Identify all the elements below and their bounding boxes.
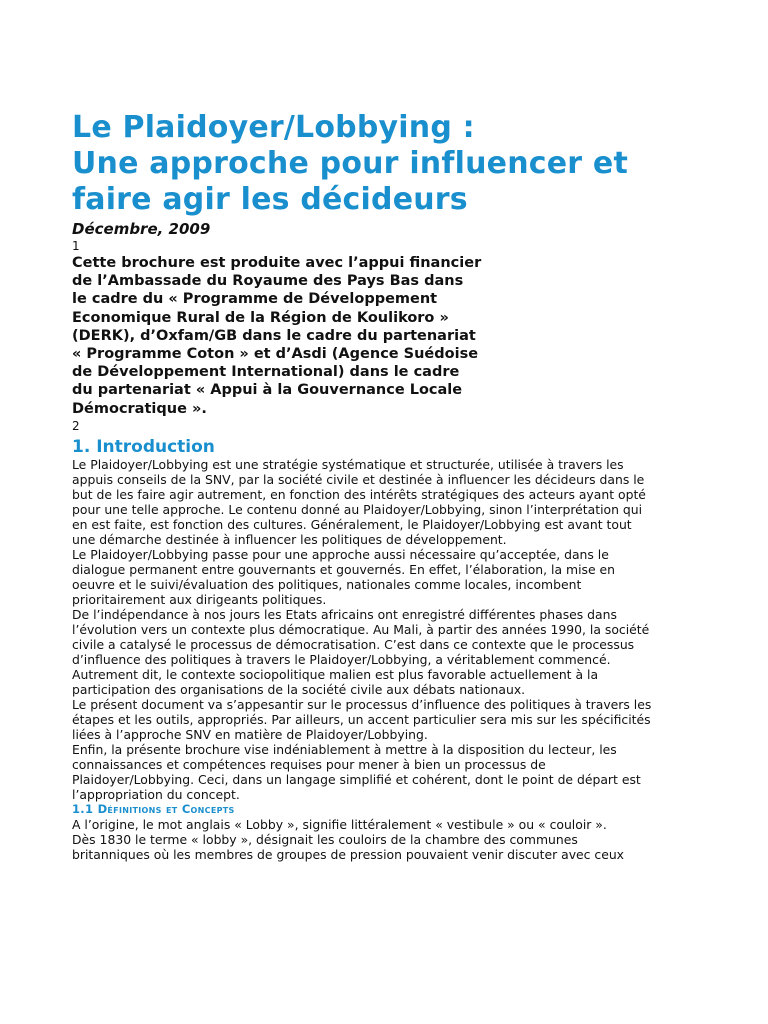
- intro-paragraph-3: De l’indépendance à nos jours les Etats africains ont enregistré différentes phases dans l’évolution vers un contexte plus démocratique. Au Mali, à partir des années 1990, la société civile a catalysé le processus de démocratisation. C’est dans ce contexte que le processus d’influence des politiques à travers le Plaidoyer/Lobbying, a véritablement commencé. Autrement dit, le contexte sociopolitique malien est plus favorable actuellement à la participation des organisations de la société civile aux débats nationaux.: [72, 606, 650, 697]
- title-line-2: Une approche pour influencer et: [72, 146, 629, 181]
- intro-paragraph-2: Le Plaidoyer/Lobbying passe pour une approche aussi nécessaire qu’acceptée, dans le dialogue permanent entre gouvernants et gouvernés. En effet, l’élaboration, la mise en oeuvre et le suivi/évaluation des politiques, nationales comme locales, incombent prioritairement aux dirigeants politiques.: [72, 546, 616, 607]
- intro-paragraph-1: Le Plaidoyer/Lobbying est une stratégie systématique et structurée, utilisée à travers les appuis conseils de la SNV, par la société civile et destinée à influencer les décideurs dans le but de les faire agir autrement, en fonction des intérêts stratégiques des acteurs ayant opté pour une telle approche. Le contenu donné au Plaidoyer/Lobbying, sinon l’interprétation qui en est faite, est fonction des cultures. Généralement, le Plaidoyer/Lobbying est avant tout une démarche destinée à influencer les politiques de développement.: [72, 456, 646, 547]
- definitions-paragraph-2: Dès 1830 le terme « lobby », désignait les couloirs de la chambre des communes britanniques où les membres de groupes de pression pouvaient venir discuter avec ceux: [72, 831, 625, 862]
- definitions-paragraph-1: A l’origine, le mot anglais « Lobby », signifie littéralement « vestibule » ou « couloir ».: [72, 816, 607, 832]
- intro-paragraph-5: Enfin, la présente brochure vise indéniablement à mettre à la disposition du lecteur, les connaissances et compétences requises pour mener à bien un processus de Plaidoyer/Lobbying. Ceci, dans un langage simplifié et cohérent, dont le point de départ est l’appropriation du concept.: [72, 741, 641, 802]
- page-marker-2: 2: [72, 418, 80, 433]
- funding-notice: Cette brochure est produite avec l’appui financier de l’Ambassade du Royaume des Pays Bas dans le cadre du « Programme de Développement Economique Rural de la Région de Koulikoro » (DERK), d’Oxfam/GB dans le cadre du partenariat « Programme Coton » et d’Asdi (Agence Suédoise de Développement International) dans le cadre du partenariat « Appui à la Gouvernance Locale Démocratique ».: [72, 255, 482, 417]
- document-date: Décembre, 2009: [72, 220, 211, 238]
- intro-paragraph-4: Le présent document va s’appesantir sur le processus d’influence des politiques à travers les étapes et les outils, appropriés. Par ailleurs, un accent particulier sera mis sur les spécificités liées à l’approche SNV en matière de Plaidoyer/Lobbying.: [72, 696, 652, 742]
- title-line-1: Le Plaidoyer/Lobbying :: [72, 110, 475, 145]
- document-content: [72, 110, 652, 862]
- section-heading-introduction: 1. Introduction: [72, 436, 215, 457]
- section-heading-definitions: 1.1 Définitions et Concepts: [72, 801, 235, 816]
- page-marker-1: 1: [72, 239, 80, 253]
- title-line-3: faire agir les décideurs: [72, 182, 468, 217]
- document-title: [72, 110, 652, 218]
